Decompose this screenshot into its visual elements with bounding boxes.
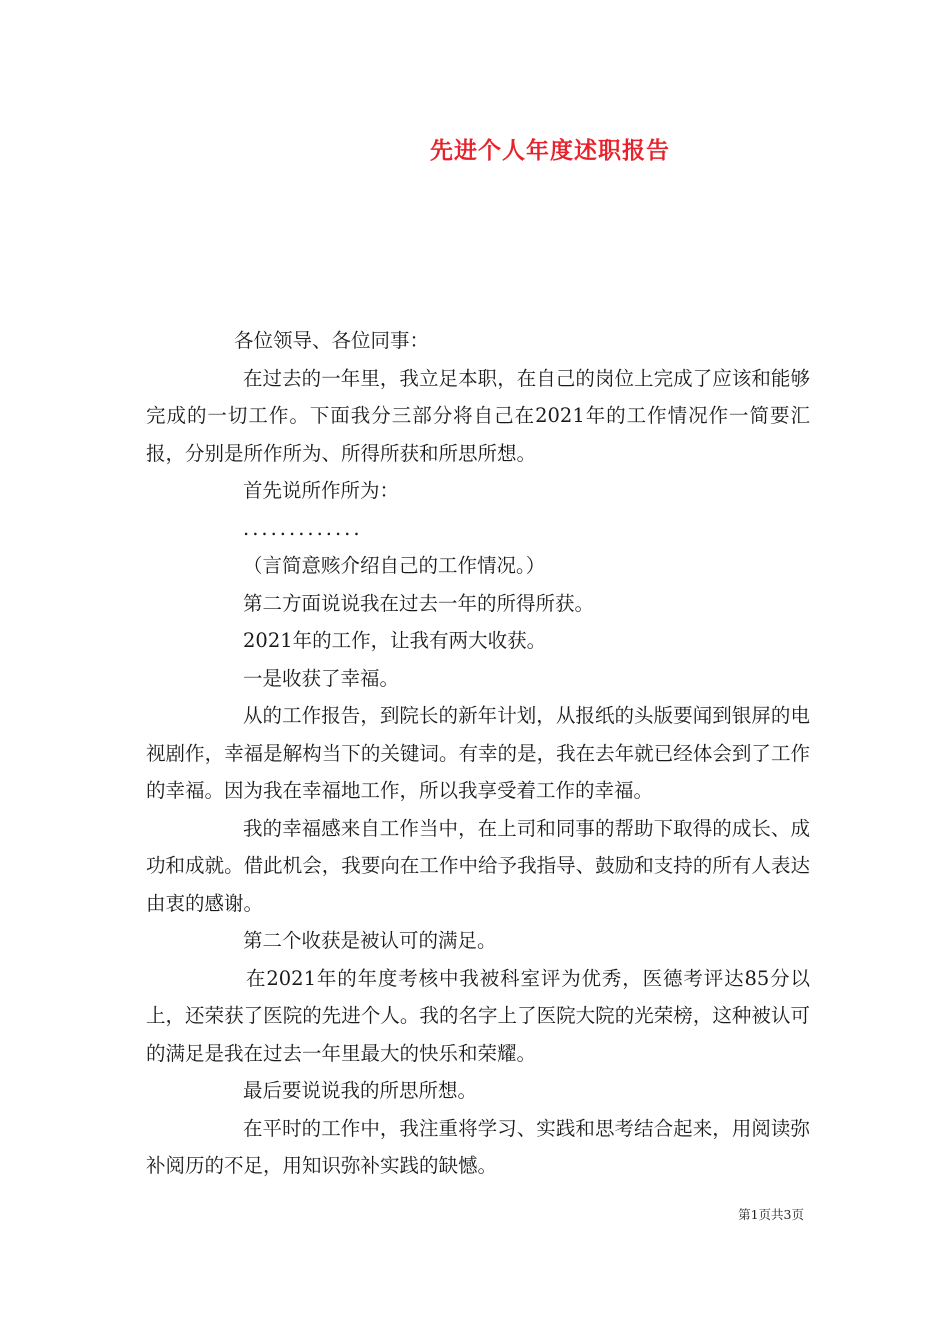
paragraph-note: （言简意赅介绍自己的工作情况。） xyxy=(243,554,546,577)
paragraph-intro: 在过去的一年里，我立足本职，在自己的岗位上完成了应该和能够完成的一切工作。下面我分三部分将自己在2021年的工作情况作一简要汇报，分别是所作所为、所得所获和所思所想。 xyxy=(146,366,810,465)
paragraph-gain-one: 一是收获了幸福。 xyxy=(243,666,400,690)
page-number: 第1页共3页 xyxy=(738,1207,804,1222)
paragraph-gain-two: 第二个收获是被认可的满足。 xyxy=(243,929,497,952)
paragraph-section-three-heading: 最后要说说我的所思所想。 xyxy=(243,1079,478,1102)
paragraph-section-two-heading: 第二方面说说我在过去一年的所得所获。 xyxy=(243,591,595,615)
paragraph-two-gains: 2021年的工作，让我有两大收获。 xyxy=(243,629,547,652)
paragraph-recognition: 在2021年的年度考核中我被科室评为优秀，医德考评达85分以上，还荣获了医院的先进个人。我的名字上了医院大院的光荣榜，这种被认可的满足是我在过去一年里最大的快乐和荣耀。 xyxy=(146,966,810,1065)
paragraph-reflection: 在平时的工作中，我注重将学习、实践和思考结合起来，用阅读弥补阅历的不足，用知识弥补实践的缺憾。 xyxy=(146,1116,810,1177)
document-title: 先进个人年度述职报告 xyxy=(430,137,670,164)
document-body xyxy=(146,322,810,1185)
paragraph-gratitude: 我的幸福感来自工作当中，在上司和同事的帮助下取得的成长、成功和成就。借此机会，我要向在工作中给予我指导、鼓励和支持的所有人表达由衷的感谢。 xyxy=(146,816,810,915)
paragraph-section-one-heading: 首先说所作所为： xyxy=(243,479,400,502)
paragraph-happiness: 从的工作报告，到院长的新年计划，从报纸的头版要闻到银屏的电视剧作，幸福是解构当下的关键词。有幸的是，我在去年就已经体会到了工作的幸福。因为我在幸福地工作，所以我享受着工作的幸福。 xyxy=(146,704,810,802)
paragraph-ellipsis: ............. xyxy=(243,516,363,540)
salutation: 各位领导、各位同事： xyxy=(234,329,430,352)
